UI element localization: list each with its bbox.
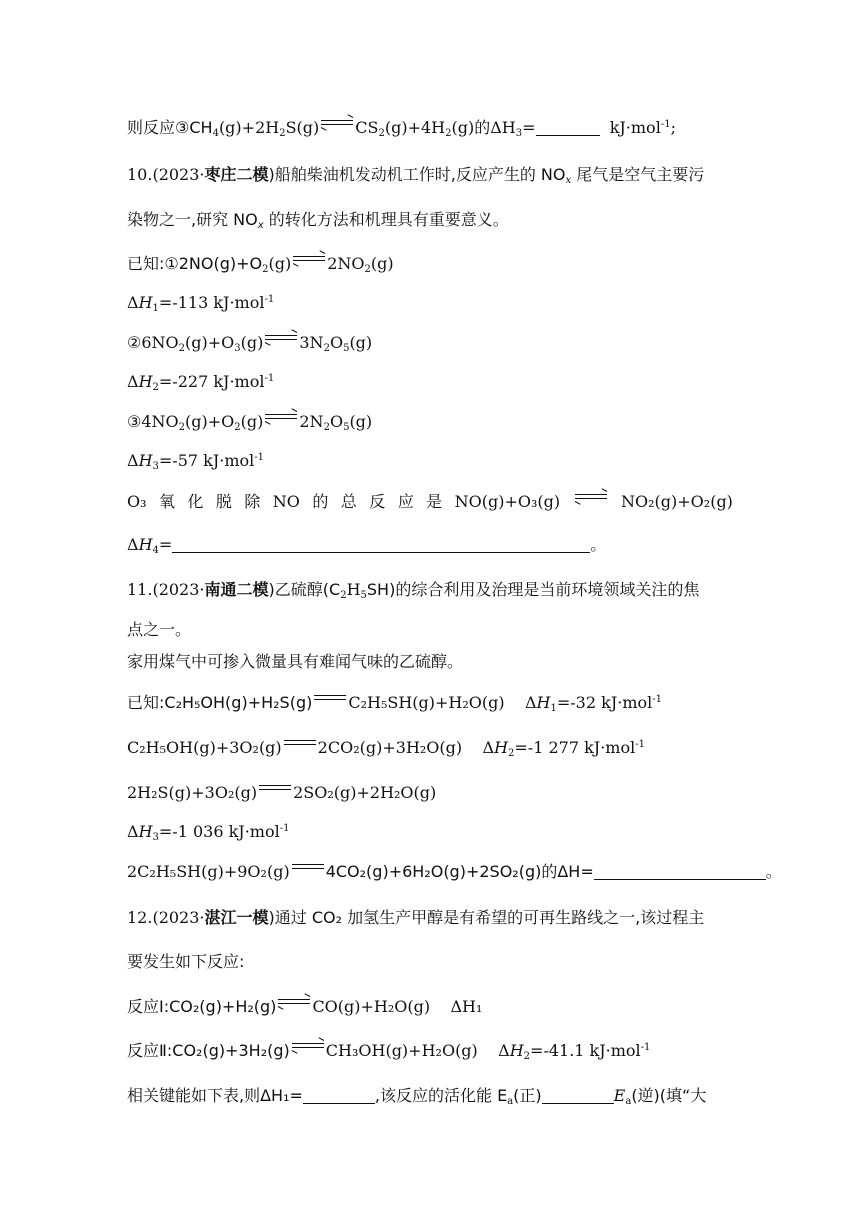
q12-reaction2: 反应Ⅱ:CO₂(g)+3H₂(g) CH₃OH(g)+H₂O(g) $\Delta H_2=-41.1$ kJ·mol$^{-1}$: [127, 1041, 650, 1061]
q10-r3c: (g): [240, 412, 264, 431]
q11-r1: 已知:C₂H₅OH(g)+H₂S(g): [127, 693, 313, 712]
reversible-arrow-icon: [575, 492, 607, 502]
q11-r3: 2H₂S(g)+3O₂(g): [127, 783, 258, 802]
q9-reaction-line: 则反应$③CH_4(g)+2H_2S(g)$ $CS_2(g)+4H_2(g)$的$\Delta H_3= kJ\cdot mol^{-1}$;: [127, 118, 676, 138]
q10-r2f: (g): [349, 333, 373, 352]
q10-source: 枣庄二模: [204, 165, 269, 184]
q10-r2e: O: [329, 333, 344, 352]
word: 化: [187, 492, 204, 511]
sup: -1: [635, 739, 645, 750]
q10-r2a: ②6NO: [127, 333, 179, 352]
q10-known: 已知:①2NO(g)+O: [127, 254, 263, 273]
q10-reaction1: 已知$:①2NO(g)+O_2(g)$ $2NO_2(g)$: [127, 254, 394, 274]
sup: -1: [279, 823, 290, 834]
q10-intro-line2: 染物之一,研究 $NO_x$ 的转化方法和机理具有重要意义。: [127, 210, 509, 231]
q10-total-line: [127, 492, 733, 512]
q10-dh3-val: =-57 kJ·mol: [158, 451, 255, 470]
q10-dh2: $\Delta H_2=-227$ kJ·mol$^{-1}$: [127, 372, 275, 393]
q10-known-c: 2NO: [327, 254, 365, 273]
q11-intro-line1: 11.(2023·南通二模)乙硫醇$(C_2H_5SH)$的综合利用及治理是当前环境领域关注的焦: [127, 580, 700, 601]
q10-r2c: (g): [240, 333, 264, 352]
equals-arrow-icon: [314, 694, 346, 702]
q12-rIdh: ΔH₁: [450, 997, 483, 1016]
q11-r2: C₂H₅OH(g)+3O₂(g): [127, 738, 282, 757]
q12-rIIdh: =-41.1 kJ·mol: [530, 1041, 641, 1060]
q12-rIIb: CH₃OH(g)+H₂O(g): [325, 1041, 478, 1060]
q10-answer-blank[interactable]: [172, 536, 590, 553]
q10-r3b: (g)+O: [185, 412, 235, 431]
word: O₃: [127, 492, 147, 511]
q12-last3: (正): [513, 1086, 542, 1105]
q12-rII: 反应Ⅱ:CO₂(g)+3H₂(g): [127, 1041, 290, 1060]
q10-total-right: NO₂(g)+O₂(g): [621, 492, 733, 511]
q10-intro1b: 尾气是空气主要污: [571, 165, 705, 184]
q9-t2: S(g): [285, 118, 320, 137]
q11-number: 11.(2023·: [127, 580, 205, 599]
equals-arrow-icon: [284, 739, 316, 747]
q10-r3d: 2N: [299, 412, 324, 431]
q10-dh3: $\Delta H_3=-57$ kJ·mol$^{-1}$: [127, 451, 265, 472]
q10-dh2-val: =-227 kJ·mol: [158, 372, 265, 391]
q9-t6: =: [522, 118, 536, 137]
equals-arrow-icon: [292, 863, 324, 871]
q11-intro-line2: 点之一。: [127, 620, 192, 639]
sup: -1: [264, 373, 275, 384]
q9-prefix: 则反应③CH: [127, 118, 213, 137]
word: 应: [397, 492, 414, 511]
sup: -1: [254, 452, 265, 463]
q10-r2b: (g)+O: [185, 333, 235, 352]
q12-last2: ,该反应的活化能 E: [374, 1086, 508, 1105]
q9-t5: (g)的ΔH: [451, 118, 516, 137]
q10-intro-line1: 10.(2023·枣庄二模)船舶柴油机发动机工作时,反应产生的 $NO_x$ 尾气是空气主要污: [127, 165, 705, 186]
q11-intro1: )乙硫醇(C: [268, 580, 341, 599]
q12-last-line: 相关键能如下表,则ΔH₁= ,该反应的活化能 $E_a$(正) $E_a$(逆)(填“大: [127, 1086, 707, 1107]
q12-rIb: CO(g)+H₂O(g): [312, 997, 431, 1016]
q11-reaction1: 已知:C₂H₅OH(g)+H₂S(g) C₂H₅SH(g)+H₂O(g) $\Delta H_1=-32$ kJ·mol$^{-1}$: [127, 693, 662, 714]
word: 是: [426, 492, 443, 511]
q12-intro1: )通过 CO₂ 加氢生产甲醇是有希望的可再生路线之一,该过程主: [268, 908, 705, 927]
q9-end: ;: [670, 118, 676, 137]
q11-r2b: 2CO₂(g)+3H₂O(g): [317, 738, 463, 757]
q11-reaction3: [127, 783, 436, 803]
q11-r4b: 4CO₂(g)+6H₂O(g)+2SO₂(g)的ΔH=: [325, 862, 594, 881]
q10-r3e: O: [329, 412, 344, 431]
q10-intro2a: 染物之一,研究 NO: [127, 210, 258, 229]
q10-reaction3: $③4NO_2(g)+O_2(g)$ $2N_2O_5(g)$: [127, 412, 372, 432]
q9-unit: kJ·mol: [609, 118, 661, 137]
q10-period: 。: [590, 535, 607, 554]
sup: -1: [640, 1042, 651, 1053]
q11-dh3: $\Delta H_3=-1$ 036 kJ·mol$^{-1}$: [127, 822, 290, 843]
q11-reaction4: [127, 862, 782, 882]
q12-last4: (逆)(填“大: [631, 1086, 707, 1105]
q11-r4: 2C₂H₅SH(g)+9O₂(g): [127, 862, 290, 881]
q10-number: 10.(2023·: [127, 165, 205, 184]
q12-reaction1: [127, 997, 482, 1017]
q11-r1b: C₂H₅SH(g)+H₂O(g): [348, 693, 505, 712]
q11-answer-blank[interactable]: [594, 863, 766, 880]
q9-t1: (g)+2H: [218, 118, 280, 137]
q10-known-b: (g): [268, 254, 292, 273]
q10-dh4-line: $\Delta H_4=$ 。: [127, 535, 607, 556]
reversible-arrow-icon: [265, 412, 297, 422]
q12-last1: 相关键能如下表,则ΔH₁=: [127, 1086, 303, 1105]
reversible-arrow-icon: [292, 1041, 324, 1051]
q11-r1dh: =-32 kJ·mol: [556, 693, 653, 712]
q12-source: 湛江一模: [204, 908, 269, 927]
q12-intro-line2: 要发生如下反应:: [127, 952, 245, 971]
q12-intro-line1: [127, 908, 704, 928]
q11-intro1b: H: [346, 580, 361, 599]
q12-answer-blank-1[interactable]: [303, 1087, 375, 1104]
q10-r2d: 3N: [299, 333, 324, 352]
reversible-arrow-icon: [265, 333, 297, 343]
word: 除: [244, 492, 261, 511]
q11-period: 。: [765, 862, 782, 881]
word: NO: [272, 492, 300, 511]
q10-dh1: $\Delta H_1=-113$ kJ·mol$^{-1}$: [127, 293, 275, 314]
q9-answer-blank[interactable]: [536, 119, 600, 136]
word: 的: [312, 492, 329, 511]
q9-t4: (g)+4H: [384, 118, 446, 137]
q9-t3: CS: [355, 118, 379, 137]
q12-rI: 反应Ⅰ:CO₂(g)+H₂(g): [127, 997, 277, 1016]
q10-intro1: )船舶柴油机发动机工作时,反应产生的 NO: [268, 165, 566, 184]
q10-dh1-val: =-113 kJ·mol: [158, 293, 265, 312]
q12-number: 12.(2023·: [127, 908, 205, 927]
q9-sup: -1: [660, 119, 671, 130]
q10-reaction2: $②6NO_2(g)+O_3(g)$ $3N_2O_5(g)$: [127, 333, 372, 353]
q11-intro1c: SH)的综合利用及治理是当前环境领域关注的焦: [366, 580, 700, 599]
reversible-arrow-icon: [321, 118, 353, 128]
reversible-arrow-icon: [293, 254, 325, 264]
word: 脱: [215, 492, 232, 511]
word: 氧: [158, 492, 175, 511]
q10-intro2b: 的转化方法和机理具有重要意义。: [263, 210, 509, 229]
q11-r3b: 2SO₂(g)+2H₂O(g): [293, 783, 437, 802]
q11-intro-line3: 家用煤气中可掺入微量具有难闻气味的乙硫醇。: [127, 652, 464, 671]
reversible-arrow-icon: [278, 997, 310, 1007]
q12-answer-blank-2[interactable]: [542, 1087, 614, 1104]
sup: -1: [264, 294, 275, 305]
word: 反: [369, 492, 386, 511]
sup: -1: [652, 694, 662, 705]
q10-r3f: (g): [349, 412, 373, 431]
q11-source: 南通二模: [204, 580, 269, 599]
q10-r3a: ③4NO: [127, 412, 179, 431]
q10-known-d: (g): [370, 254, 394, 273]
q10-dh4-eq: =: [158, 535, 173, 554]
word: NO(g)+O₃(g): [454, 492, 561, 511]
q11-r2dh: =-1 277 kJ·mol: [514, 738, 636, 757]
q11-r3dh: =-1 036 kJ·mol: [158, 822, 280, 841]
q11-reaction2: C₂H₅OH(g)+3O₂(g) 2CO₂(g)+3H₂O(g) $\Delta H_2=-1$ 277 kJ·mol$^{-1}$: [127, 738, 645, 759]
word: 总: [340, 492, 357, 511]
equals-arrow-icon: [259, 784, 291, 792]
